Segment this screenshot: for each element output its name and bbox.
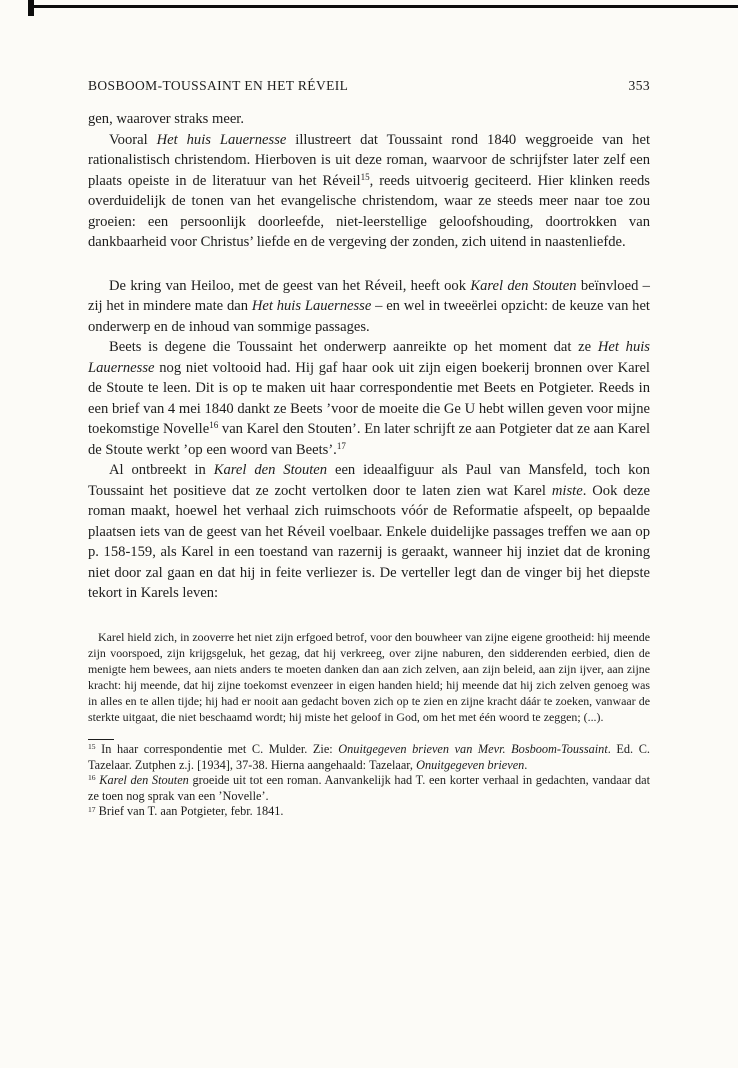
text-segment: Karel hield zich, in zooverre het niet zijn erfgoed betrof, voor den bouwheer van zijne eigene grootheid: hij meende zijn voorspoed, zijn krijgsgeluk, het gezag, dat hij verkreeg, over zijne naburen, den sidderenden eerbied, dien de menigte hem bewees, aan niets anders te moeten danken dan aan zich zelven, aan zijn beleid, aan zijn ijver, aan zijne kracht: hij meende, dat hij zijne toekomst evenzeer in eigen handen hield; hij meende dat hij zich zelven genoeg was in alles en te allen tijde; hij had er nooit aan gedacht boven zich op te zien en zijne kracht dáár te zoeken, vanwaar de sterkte uitgaat, die niet beschaamd wordt; hij miste het geloof in God, om het met één woord te zeggen; (...). bbox=[88, 629, 650, 724]
italic-text: Onuitgegeven brieven bbox=[416, 757, 525, 772]
text-segment: Brief van T. aan Potgieter, febr. 1841. bbox=[95, 804, 284, 819]
paragraph bbox=[88, 130, 650, 253]
running-header-title: BOSBOOM-TOUSSAINT EN HET RÉVEIL bbox=[88, 78, 349, 93]
text-segment: een ideaalfiguur als Paul van Mansfeld, toch kon Toussaint het positieve dat ze zocht vertolken door te laten zien wat Karel bbox=[88, 462, 650, 499]
text-segment: beïnvloed – zij het in mindere mate dan bbox=[88, 277, 650, 314]
footnote bbox=[88, 804, 650, 820]
text-segment: illustreert dat Toussaint rond 1840 weggroeide van het rationalistisch christendom. Hierboven is uit deze roman, waarvoor de schrijfster later zelf een plaats opeiste in de literatuur van het Réveil bbox=[88, 131, 650, 189]
italic-text: Karel den Stouten bbox=[470, 277, 577, 294]
italic-text: Het huis Lauernesse bbox=[88, 339, 650, 376]
text-segment: – en wel in tweeërlei opzicht: de keuze van het onderwerp en de inhoud van sommige passages. bbox=[88, 298, 650, 335]
footnotes bbox=[88, 739, 650, 820]
paragraph bbox=[88, 109, 650, 130]
paragraph bbox=[88, 276, 650, 338]
italic-text: Karel den Stouten bbox=[99, 773, 189, 788]
footnote-separator-rule bbox=[88, 739, 114, 740]
footnote-reference: 16 bbox=[209, 420, 219, 431]
footnote-number: 15 bbox=[88, 742, 96, 752]
page-number: 353 bbox=[628, 78, 650, 93]
text-segment: groeide uit tot een roman. Aanvankelijk had T. een korter verhaal in gedachten, vandaar dat ze toen nog sprak van een ’Novelle’. bbox=[88, 773, 650, 803]
text-segment: . Ook deze roman maakt, hoewel het verhaal zich ruimschoots vóór de Reformatie afspeelt, op bepaalde plaatsen iets van de geest van het Réveil voelbaar. Enkele duidelijke passages treffen we aan op p. 158-159, als Karel in een toestand van razernij is geraakt, wanneer hij inziet dat de kroning niet door zal gaan en dat hij in feite verliezer is. De verteller legt dan de vinger bij het diepste tekort in Karels leven: bbox=[88, 482, 650, 601]
footnote bbox=[88, 742, 650, 773]
scanned-document-page bbox=[88, 78, 650, 820]
text-segment: nog niet voltooid had. Hij gaf haar ook uit zijn eigen boekerij bronnen over Karel de Stoute te leen. Dit is op te maken uit haar correspondentie met Beets en Potgieter. Reeds in een brief van 4 mei 1840 dankt ze Beets ’voor de moeite die Ge U hebt willen geven voor mijne toekomstige Novelle bbox=[88, 359, 650, 437]
scan-edge-artifact-top bbox=[28, 5, 738, 8]
running-header bbox=[88, 78, 650, 94]
paragraph bbox=[88, 337, 650, 460]
text-segment: Al ontbreekt in bbox=[109, 462, 214, 478]
text-segment: van Karel den Stouten’. En later schrijft ze aan Potgieter dat ze aan Karel de Stoute werkt ’op een woord van Beets’. bbox=[88, 421, 650, 458]
text-segment: . bbox=[524, 757, 528, 772]
footnote-number: 17 bbox=[88, 804, 96, 814]
italic-text: Het huis Lauernesse bbox=[251, 298, 372, 314]
text-segment: In haar correspondentie met C. Mulder. Zie: bbox=[95, 742, 339, 757]
footnote-number: 16 bbox=[88, 773, 96, 783]
footnote-reference: 17 bbox=[336, 440, 346, 451]
footnote-reference: 15 bbox=[360, 171, 370, 182]
text-segment: gen, waarover straks meer. bbox=[88, 111, 245, 127]
paragraph bbox=[88, 460, 650, 604]
text-segment: , reeds uitvoerig geciteerd. Hier klinken reeds overduidelijk de tonen van het evangelische christendom, waar ze steeds meer naar toe zou groeien: een persoonlijk doorleefde, niet-leerstellige geloofshouding, doortrokken van dankbaarheid voor Christus’ liefde en de vergeving der zonden, zich uitend in naastenliefde. bbox=[88, 172, 650, 250]
text-segment: De kring van Heiloo, met de geest van het Réveil, heeft ook bbox=[109, 277, 471, 294]
italic-text: Onuitgegeven brieven van Mevr. Bosboom-Toussaint bbox=[338, 742, 608, 757]
footnote-list bbox=[88, 742, 650, 820]
italic-text: Het huis Lauernesse bbox=[156, 131, 287, 148]
text-segment: . Ed. C. Tazelaar. Zutphen z.j. [1934], 37-38. Hierna aangehaald: Tazelaar, bbox=[88, 742, 650, 772]
scan-edge-artifact-corner bbox=[28, 0, 34, 16]
italic-text: miste bbox=[551, 482, 583, 499]
body-text bbox=[88, 109, 650, 604]
footnote bbox=[88, 773, 650, 804]
text-segment: Beets is degene die Toussaint het onderwerp aanreikte op het moment dat ze bbox=[109, 339, 598, 355]
text-segment: Vooral bbox=[109, 131, 157, 148]
block-quote bbox=[88, 629, 650, 726]
italic-text: Karel den Stouten bbox=[213, 462, 328, 478]
